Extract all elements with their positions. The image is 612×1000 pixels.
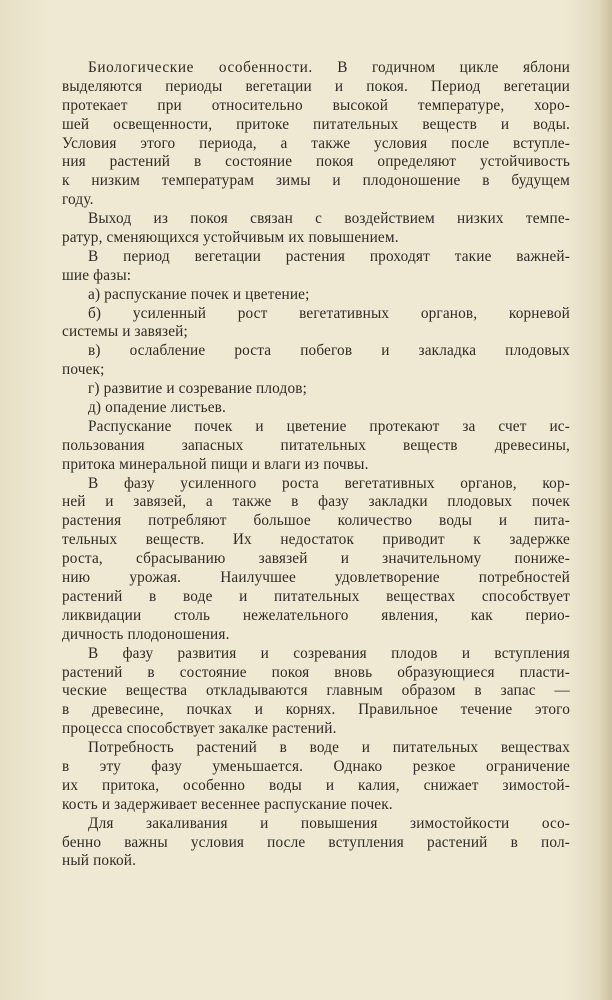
text-line: притока минеральной пищи и влаги из почвы. <box>62 455 369 473</box>
text-line: Биологические особенности. В годичном цикле яблони <box>88 59 570 76</box>
text-line: ратур, сменяющихся устойчивым их повышением. <box>62 229 399 247</box>
page-text <box>62 59 570 871</box>
text-line: ликвидации столь нежелательного явления, как перио- <box>62 606 570 624</box>
text-line: В фазу усиленного роста вегетативных органов, кор- <box>88 474 570 492</box>
list-item: г) развитие и созревание плодов; <box>88 380 308 398</box>
text-line: выделяются периоды вегетации и покоя. Период вегетации <box>62 77 570 95</box>
text-line: Выход из покоя связан с воздействием низких темпе- <box>88 210 570 228</box>
text-line: их притока, особенно воды и калия, снижает зимостой- <box>62 776 570 794</box>
text-line: шие фазы: <box>62 266 132 284</box>
text-line: Для закаливания и повышения зимостойкости осо- <box>88 814 570 832</box>
text-line: В фазу развития и созревания плодов и вступления <box>88 644 570 662</box>
text-line: растений в воде и питательных веществах способствует <box>62 587 570 605</box>
text-line: ный покой. <box>62 852 137 870</box>
text-line: бенно важны условия после вступления растений в пол- <box>62 833 570 851</box>
text-line: растений в состояние покоя вновь образующиеся пласти- <box>62 663 570 681</box>
section-heading: Биологические особенности. <box>88 59 313 76</box>
list-item: д) опадение листьев. <box>88 399 226 417</box>
text-line: Потребность растений в воде и питательных веществах <box>88 739 570 757</box>
text-line: шей освещенности, притоке питательных веществ и воды. <box>62 115 570 133</box>
text-line: в эту фазу уменьшается. Однако резкое ограничение <box>62 757 570 775</box>
text-line: роста, сбрасыванию завязей и значительному пониже- <box>62 550 570 568</box>
text-line: ческие вещества откладываются главным образом в запас — <box>62 682 570 700</box>
text-line: кость и задерживает весеннее распускание почек. <box>62 795 393 813</box>
text-line: Распускание почек и цветение протекают за счет ис- <box>88 417 570 435</box>
text-line: к низким температурам зимы и плодоношение в будущем <box>62 172 570 190</box>
text-line: Условия этого периода, а также условия после вступле- <box>62 134 570 152</box>
text-line: в древесине, почках и корнях. Правильное течение этого <box>62 701 570 719</box>
text-line: пользования запасных питательных веществ древесины, <box>62 436 570 454</box>
text-line: протекает при относительно высокой температуре, хоро- <box>62 96 570 114</box>
text-line: тельных веществ. Их недостаток приводит к задержке <box>62 531 570 549</box>
list-item: в) ослабление роста побегов и закладка плодовых <box>88 342 570 360</box>
text-line: В период вегетации растения проходят такие важней- <box>88 247 570 265</box>
text-line: ния растений в состояние покоя определяют устойчивость <box>62 153 570 171</box>
text-line: процесса способствует закалке растений. <box>62 720 337 738</box>
text-line: растения потребляют большое количество воды и пита- <box>62 512 570 530</box>
text-line: дичность плодоношения. <box>62 625 230 643</box>
text-line: нию урожая. Наилучшее удовлетворение потребностей <box>62 569 570 587</box>
text-line: почек; <box>62 361 105 379</box>
list-item: а) распускание почек и цветение; <box>88 285 310 303</box>
list-item: б) усиленный рост вегетативных органов, корневой <box>88 304 570 322</box>
text-line: году. <box>62 191 94 209</box>
text-line: системы и завязей; <box>62 323 188 341</box>
text-line: ней и завязей, а также в фазу закладки плодовых почек <box>62 493 570 511</box>
